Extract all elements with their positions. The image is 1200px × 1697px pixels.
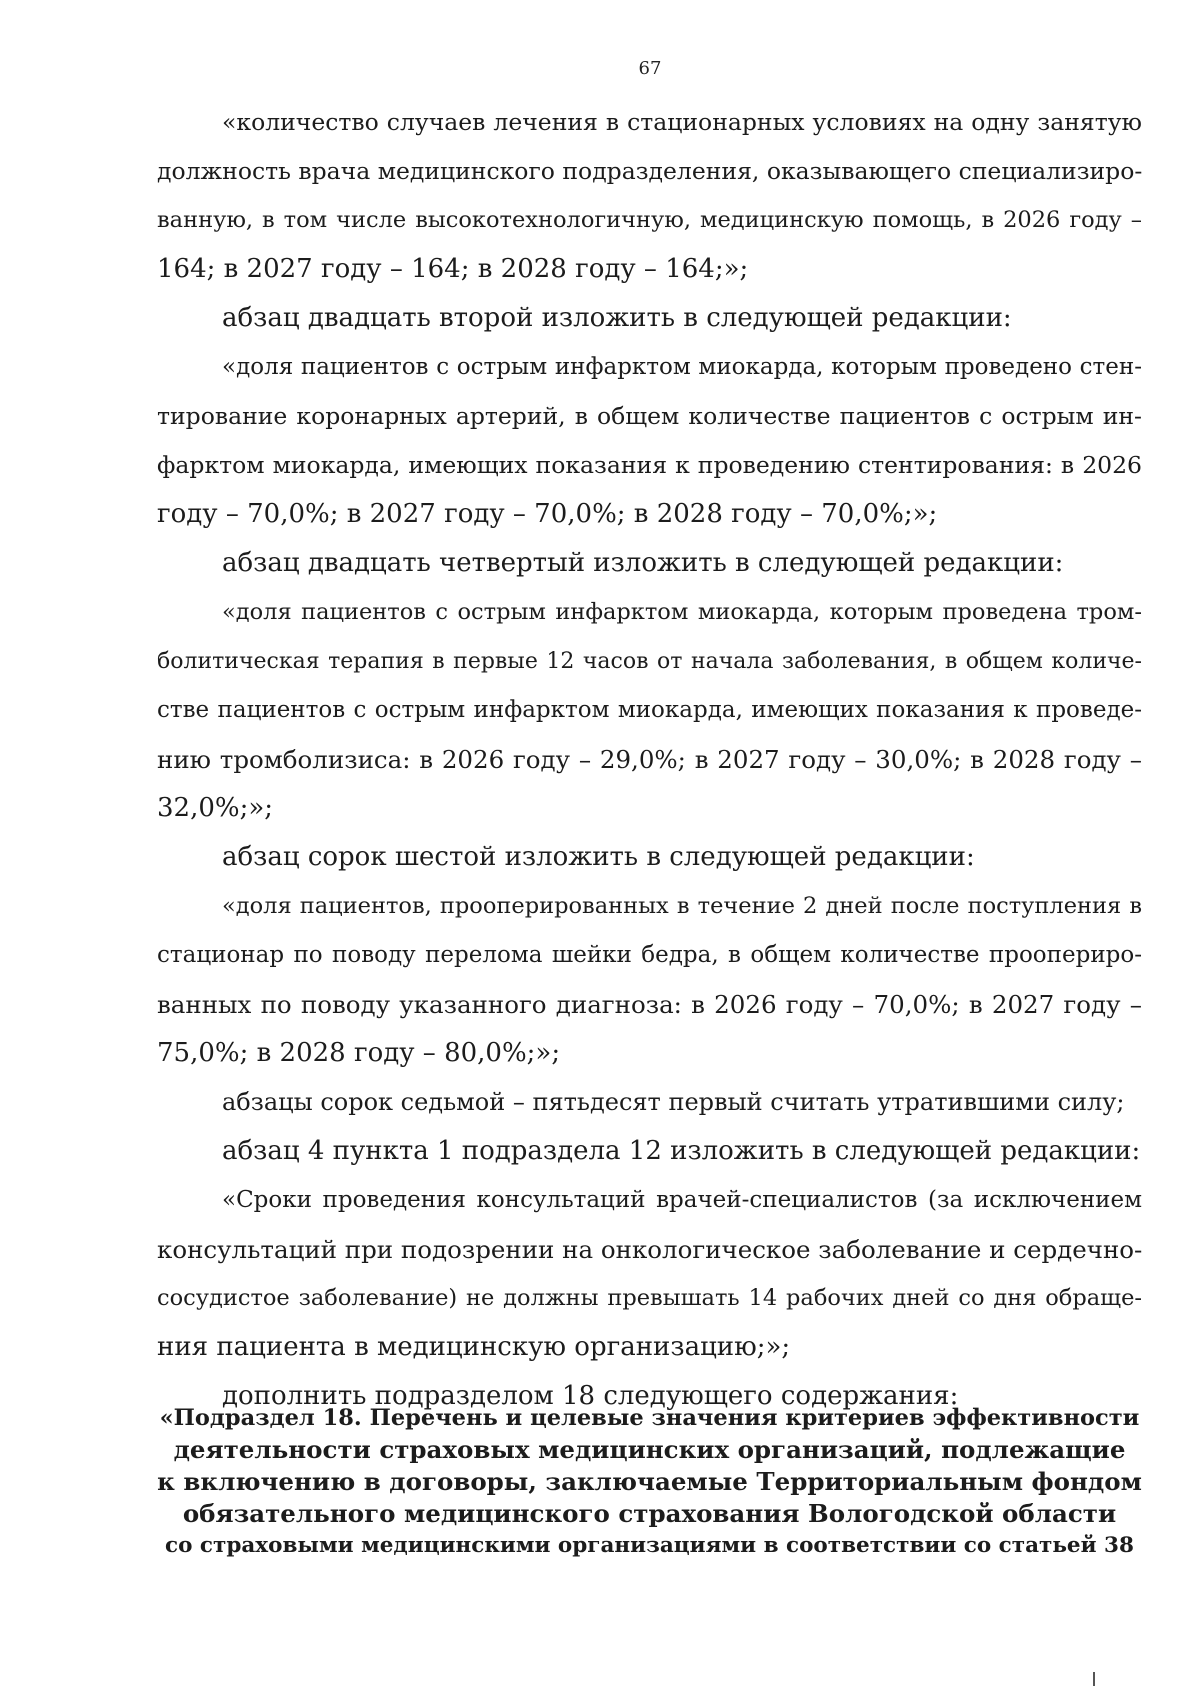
text-line: фарктом миокарда, имеющих показания к проведению стентирования: в 2026 <box>157 451 1142 479</box>
text-line: ния пациента в медицинскую организацию;»; <box>157 1332 791 1362</box>
text-line: консультаций при подозрении на онкологическое заболевание и сердечно- <box>157 1235 1142 1264</box>
text-line: абзацы сорок седьмой – пятьдесят первый считать утратившими силу; <box>222 1088 1125 1116</box>
text-line: «доля пациентов, прооперированных в течение 2 дней после поступления в <box>222 893 1142 919</box>
text-line: сосудистое заболевание) не должны превышать 14 рабочих дней со дня обраще- <box>157 1285 1142 1311</box>
text-line: стационар по поводу перелома шейки бедра, в общем количестве проопериро- <box>157 942 1142 968</box>
text-line: болитическая терапия в первые 12 часов от начала заболевания, в общем количе- <box>157 649 1142 674</box>
text-line: «доля пациентов с острым инфарктом миокарда, которым проведено стен- <box>222 354 1142 380</box>
heading-line: со страховыми медицинскими организациями в соответствии со статьей 38 <box>165 1533 1134 1558</box>
section-heading <box>157 1402 1142 1562</box>
heading-line: к включению в договоры, заключаемые Территориальным фондом <box>157 1467 1142 1496</box>
text-line: нию тромболизиса: в 2026 году – 29,0%; в 2027 году – 30,0%; в 2028 году – <box>157 745 1142 774</box>
text-line: ванных по поводу указанного диагноза: в 2026 году – 70,0%; в 2027 году – <box>157 990 1142 1019</box>
text-line: стве пациентов с острым инфарктом миокарда, имеющих показания к проведе- <box>157 697 1142 723</box>
heading-line: обязательного медицинского страхования Вологодской области <box>182 1499 1117 1528</box>
text-line: абзац двадцать четвертый изложить в следующей редакции: <box>222 548 1064 578</box>
text-line: должность врача медицинского подразделения, оказывающего специализиро- <box>157 157 1142 185</box>
text-line: «доля пациентов с острым инфарктом миокарда, которым проведена тром- <box>222 599 1142 625</box>
text-line: абзац двадцать второй изложить в следующей редакции: <box>222 303 1012 333</box>
text-line: абзац сорок шестой изложить в следующей редакции: <box>222 842 975 872</box>
page-number: 67 <box>638 58 662 79</box>
text-line: году – 70,0%; в 2027 году – 70,0%; в 2028 году – 70,0%;»; <box>157 499 938 529</box>
heading-line: деятельности страховых медицинских организаций, подлежащие <box>173 1435 1126 1464</box>
text-line: «количество случаев лечения в стационарных условиях на одну занятую <box>222 108 1142 136</box>
scan-artifact <box>1093 1672 1095 1686</box>
document-body <box>157 98 1142 1421</box>
text-line: 164; в 2027 году – 164; в 2028 году – 164;»; <box>157 254 749 284</box>
text-line: абзац 4 пункта 1 подраздела 12 изложить в следующей редакции: <box>222 1136 1141 1166</box>
text-line: тирование коронарных артерий, в общем количестве пациентов с острым ин- <box>157 402 1142 430</box>
heading-line: «Подраздел 18. Перечень и целевые значения критериев эффективности <box>159 1405 1140 1431</box>
text-line: ванную, в том числе высокотехнологичную, медицинскую помощь, в 2026 году – <box>157 207 1142 233</box>
text-line: дополнить подразделом 18 следующего содержания: <box>222 1381 959 1411</box>
text-line: 32,0%;»; <box>157 793 274 823</box>
text-line: 75,0%; в 2028 году – 80,0%;»; <box>157 1038 561 1068</box>
text-line: «Сроки проведения консультаций врачей-специалистов (за исключением <box>222 1187 1142 1213</box>
